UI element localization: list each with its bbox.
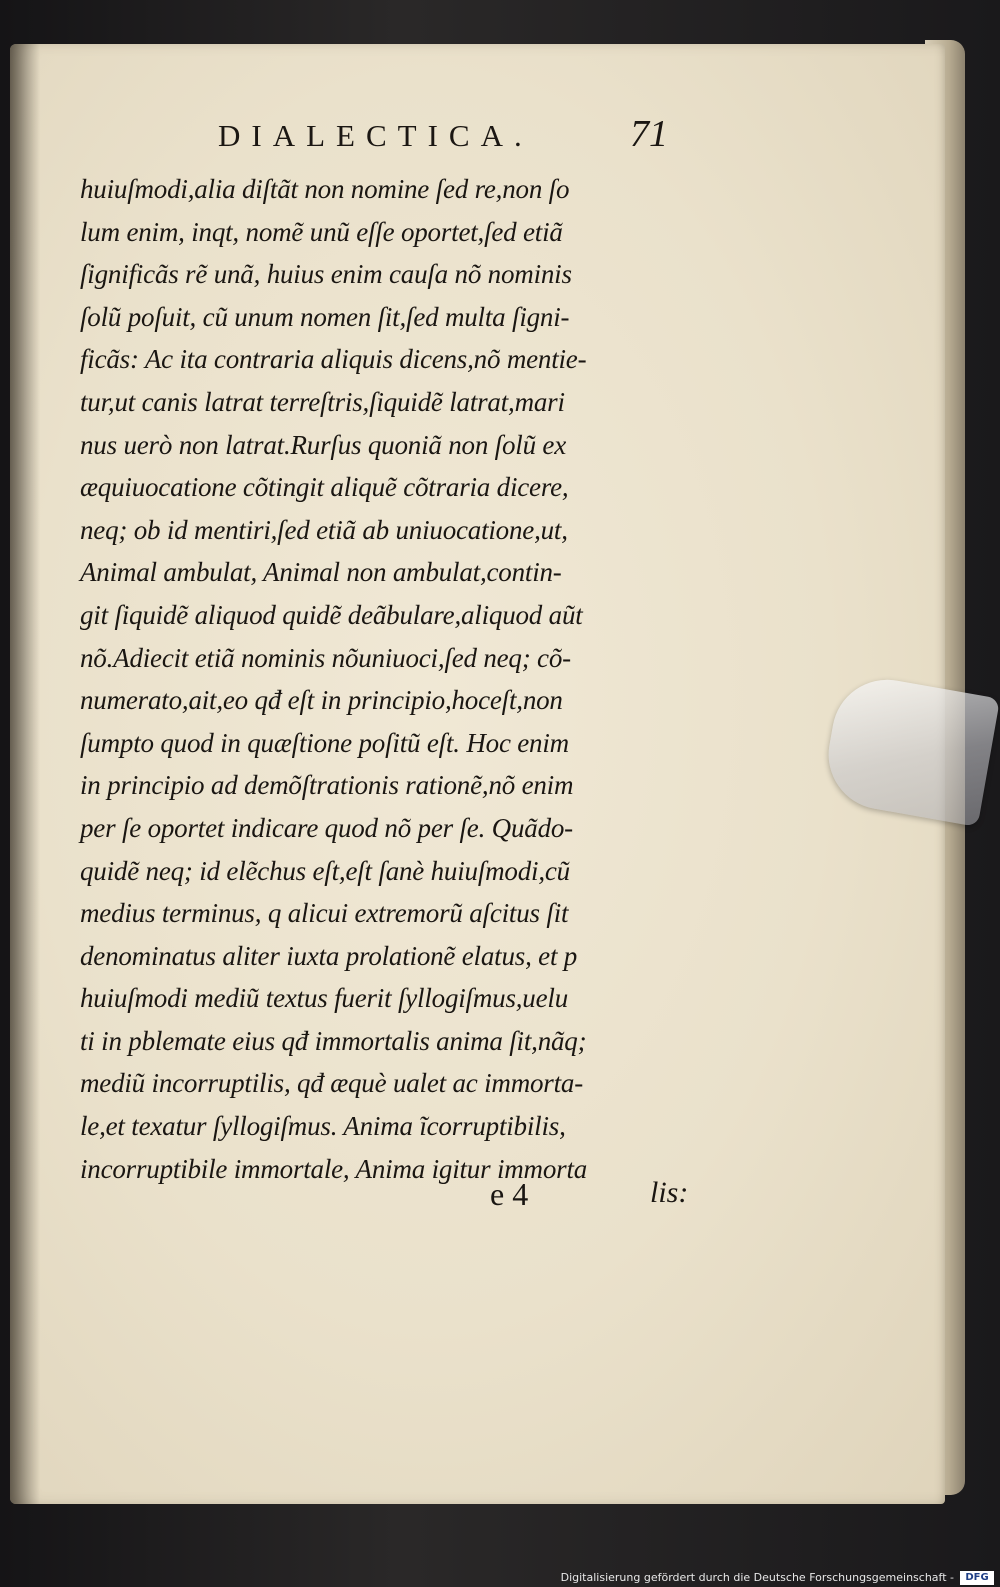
text-line: Animal ambulat, Animal non ambulat,contin- [80,557,562,588]
text-line: lum enim, inqt, nomẽ unũ eſſe oportet,ſed etiã [80,216,563,247]
footer-row [480,1176,740,1226]
text-line: ſignificãs rẽ unã, huius enim cauſa nõ nominis [80,259,572,290]
text-line: le,et texatur ſyllogiſmus. Anima ĩcorruptibilis, [80,1111,566,1142]
text-line: neq; ob id mentiri,ſed etiã ab uniuocatione,ut, [80,514,568,545]
text-line: medius terminus, q alicui extremorũ aſcitus ſit [80,898,569,929]
catchword: lis: [650,1176,689,1209]
text-line: nus uerò non latrat.Rurſus quoniã non ſolũ ex [80,429,566,460]
text-block [80,168,720,1190]
text-line: huiuſmodi,alia diſtãt non nomine ſed re,non ſo [80,174,570,204]
page-number: 71 [630,113,668,155]
text-line: numerato,ait,eo qđ eſt in principio,hoceſt,non [80,685,563,716]
text-line: git ſiquidẽ aliquod quidẽ deãbulare,aliquod aũt [80,599,583,630]
header-title: DIALECTICA. [218,118,533,153]
text-line: ſumpto quod in quæſtione poſitũ eſt. Hoc enim [80,727,569,758]
text-line: in principio ad demõſtrationis rationẽ,nõ enim [80,770,574,801]
text-line: æquiuocatione cõtingit aliquẽ cõtraria dicere, [80,472,569,503]
text-line: ſolũ poſuit, cũ unum nomen ſit,ſed multa ſigni- [80,301,570,332]
gutter-shadow [10,44,40,1504]
digitization-credit: Digitalisierung gefördert durch die Deutsche Forschungsgemeinschaft - [560,1571,954,1584]
running-header [218,113,688,164]
text-line: mediũ incorruptilis, qđ æquè ualet ac immorta- [80,1068,584,1099]
text-line: quidẽ neq; id elẽchus eſt,eſt ſanè huiuſmodi,cũ [80,855,570,886]
text-line: ti in pblemate eius qđ immortalis anima ſit,nãq; [80,1025,587,1056]
signature-mark: e 4 [490,1176,529,1212]
text-line: tur,ut canis latrat terreſtris,ſiquidẽ latrat,mari [80,386,565,417]
text-line: ficãs: Ac ita contraria aliquis dicens,nõ mentie- [80,344,587,375]
text-line: denominatus aliter iuxta prolationẽ elatus, et p [80,940,578,971]
text-line: nõ.Adiecit etiã nominis nõuniuoci,ſed neq; cõ- [80,642,571,673]
dfg-logo: DFG [960,1571,994,1585]
text-line: huiuſmodi mediũ textus fuerit ſyllogiſmus,uelu [80,983,568,1014]
text-line: incorruptibile immortale, Anima igitur immorta [80,1153,588,1184]
text-line: per ſe oportet indicare quod nõ per ſe. Quãdo- [80,812,573,843]
